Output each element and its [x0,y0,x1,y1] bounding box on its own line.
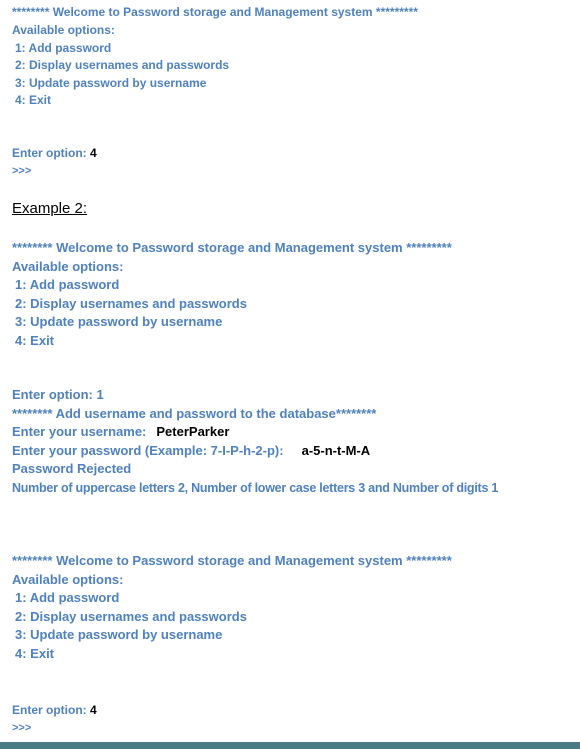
username-value: PeterParker [156,424,230,439]
add-username-header: ******** Add username and password to the database******** [12,406,377,421]
enter-option-label: Enter option: [12,146,87,160]
character-counts-message: Number of uppercase letters 2, Number of lower case letters 3 and Number of digits 1 [12,481,499,495]
example-2-heading: Example 2: [12,200,88,217]
option-item: 1: Add password [15,590,120,605]
available-options-label: Available options: [12,259,124,274]
option-item: 2: Display usernames and passwords [15,58,230,72]
shell-prompt: >>> [12,722,32,734]
option-item: 4: Exit [15,93,52,107]
option-item: 3: Update password by username [15,76,207,90]
option-item: 4: Exit [15,646,55,661]
enter-option-label: Enter option: [12,703,87,717]
footer-bar [0,742,580,749]
option-item: 3: Update password by username [15,314,223,329]
option-item: 1: Add password [15,41,112,55]
password-value: a-5-n-t-M-A [301,443,371,458]
username-line [12,424,229,440]
option-item: 2: Display usernames and passwords [15,609,247,624]
shell-prompt: >>> [12,165,32,177]
username-label: Enter your username: [12,424,147,439]
option-item: 4: Exit [15,333,55,348]
enter-option-line: Enter option: 1 [12,387,104,402]
available-options-label: Available options: [12,23,115,37]
option-item: 2: Display usernames and passwords [15,296,247,311]
enter-option-line [12,702,97,718]
password-label: Enter your password (Example: 7-I-P-h-2-p): [12,443,284,458]
enter-option-line [12,145,97,161]
welcome-banner: ******** Welcome to Password storage and Management system ********* [12,240,452,255]
password-line [12,443,370,459]
enter-option-value: 4 [90,146,97,160]
available-options-label: Available options: [12,572,124,587]
welcome-banner: ******** Welcome to Password storage and Management system ********* [12,5,418,19]
option-item: 1: Add password [15,277,120,292]
enter-option-value: 4 [90,703,97,717]
password-rejected-message: Password Rejected [12,461,132,476]
welcome-banner: ******** Welcome to Password storage and Management system ********* [12,553,452,568]
option-item: 3: Update password by username [15,627,223,642]
